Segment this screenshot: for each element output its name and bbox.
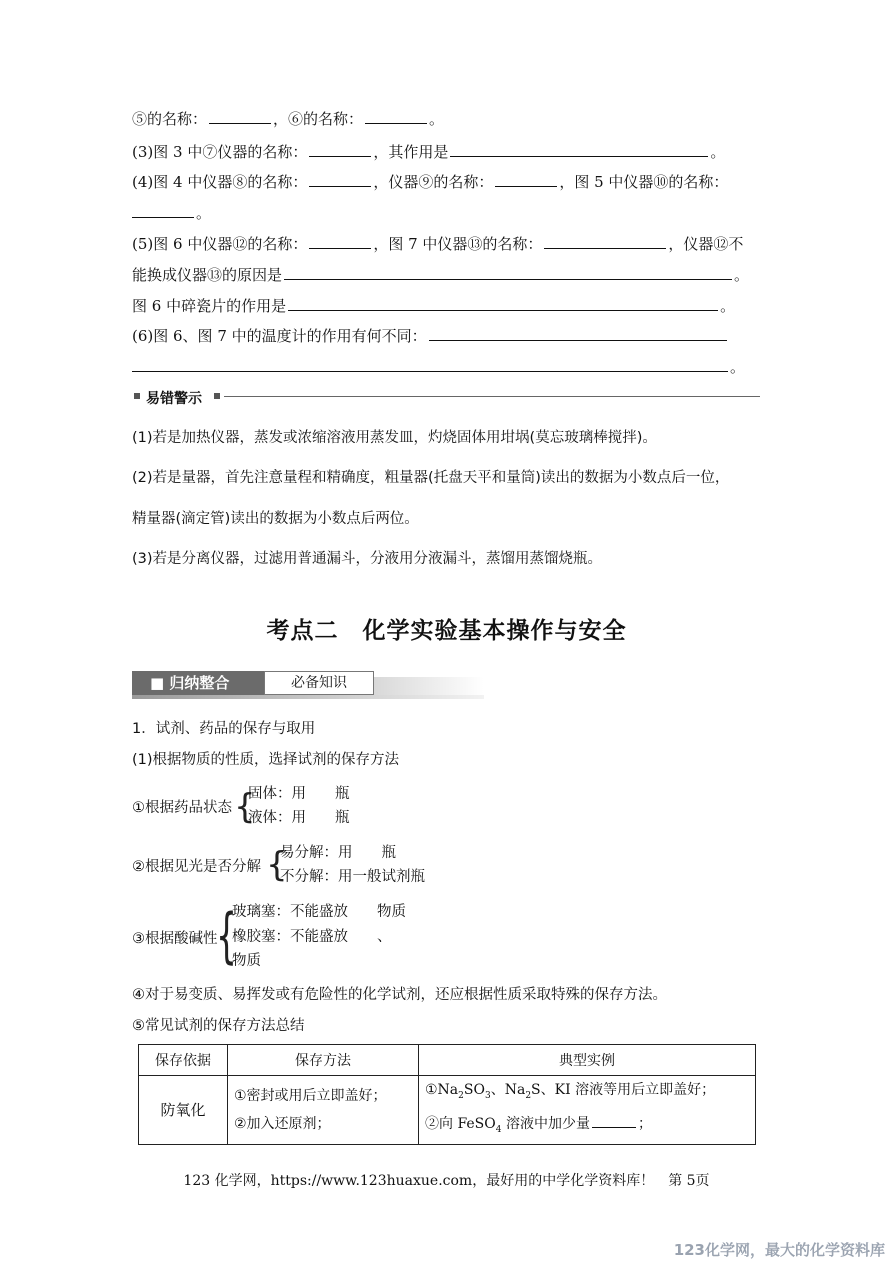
table-header: 保存依据 [139,1045,228,1076]
answer-blank[interactable] [209,108,271,124]
light-stable: 不分解：用一般试剂瓶 [280,869,425,885]
table-header: 保存方法 [228,1045,419,1076]
banner-gradient [374,677,484,695]
table-cell-example: $①Na_2SO_3$、$Na_2S$、KI 溶液等用后立即盖好； ②向 FeSO$_4$ 溶液中加少量 ； [419,1076,756,1145]
question-line-3: (3)图 3 中⑦仪器的名称： ，其作用是 。 [132,143,726,161]
table-cell-method: ①密封或用后立即盖好； ②加入还原剂； [228,1076,419,1145]
answer-blank[interactable] [544,233,666,249]
answer-blank[interactable] [450,141,708,157]
warning-item: (3)若是分离仪器，过滤用普通漏斗，分液用分液漏斗，蒸馏用蒸馏烧瓶。 [132,551,603,567]
storage-table [138,1044,756,1145]
acid-glass-stopper: 玻璃塞：不能盛放 物质 [232,904,406,920]
left-brace-icon: { [216,901,238,971]
banner-light-label: 必备知识 [264,671,374,695]
divider [224,396,760,397]
storage-heading: 1．试剂、药品的保存与取用 [132,721,316,737]
answer-blank[interactable] [132,202,194,218]
storage-subheading: (1)根据物质的性质，选择试剂的保存方法 [132,752,400,768]
question-line-4-cont: 。 [132,202,211,223]
answer-blank[interactable] [495,171,557,187]
answer-blank[interactable] [429,325,727,341]
question-line-5-chips: 图 6 中碎瓷片的作用是 。 [132,297,736,315]
warning-item: 精量器(滴定管)读出的数据为小数点后两位。 [132,511,419,527]
warning-title: 易错警示 [146,391,202,407]
question-line-6: (6)图 6、图 7 中的温度计的作用有何不同： [132,325,729,346]
banner-underline [132,695,484,699]
watermark: 123化学网，最大的化学资料库 [673,1241,885,1259]
answer-blank[interactable] [365,108,427,124]
question-line-4: (4)图 4 中仪器⑧的名称： ，仪器⑨的名称： ，图 5 中仪器⑩的名称： [132,173,729,191]
table-header: 典型实例 [419,1045,756,1076]
table-row [139,1076,756,1145]
answer-blank[interactable] [288,295,718,311]
acid-substance: 物质 [232,953,261,969]
question-line-5: (5)图 6 中仪器⑫的名称： ，图 7 中仪器⑬的名称： ，仪器⑫不 [132,235,744,253]
table-header-row [139,1045,756,1076]
answer-blank[interactable] [309,171,371,187]
table-cell-basis: 防氧化 [139,1076,228,1145]
question-line-5-6: ⑤的名称： ，⑥的名称： 。 [132,110,445,128]
left-brace-icon: { [266,845,288,885]
section-banner [132,671,484,698]
warning-header [132,388,760,406]
square-icon [134,393,140,399]
storage-note-4: ④对于易变质、易挥发或有危险性的化学试剂，还应根据性质采取特殊的保存方法。 [132,987,667,1003]
question-line-5-cont: 能换成仪器⑬的原因是 。 [132,266,750,284]
answer-blank[interactable] [309,141,371,157]
state-label: ①根据药品状态 [132,800,232,816]
light-label: ②根据见光是否分解 [132,859,261,875]
state-solid: 固体：用 瓶 [248,786,350,802]
storage-note-5: ⑤常见试剂的保存方法总结 [132,1018,305,1034]
warning-item: (2)若是量器，首先注意量程和精确度，粗量器(托盘天平和量筒)读出的数据为小数点后一位， [132,470,730,486]
square-icon [214,393,220,399]
answer-blank[interactable] [284,264,732,280]
page-footer: 123 化学网，https://www.123huaxue.com，最好用的中学化学资料库！ 第 5页 [183,1173,710,1189]
banner-dark-label: ■ 归纳整合 [132,671,264,695]
state-liquid: 液体：用 瓶 [248,810,350,826]
warning-item: (1)若是加热仪器，蒸发或浓缩溶液用蒸发皿，灼烧固体用坩埚(莫忘玻璃棒搅拌)。 [132,430,657,446]
answer-blank[interactable] [132,356,728,372]
light-decompose: 易分解：用 瓶 [280,845,396,861]
section-title: 考点二 化学实验基本操作与安全 [266,617,627,644]
question-line-6-cont: 。 [132,356,745,377]
left-brace-icon: { [234,787,256,827]
acid-label: ③根据酸碱性 [132,931,218,947]
answer-blank[interactable] [309,233,371,249]
answer-blank[interactable] [592,1112,636,1128]
acid-rubber-stopper: 橡胶塞：不能盛放 、 [232,929,392,945]
